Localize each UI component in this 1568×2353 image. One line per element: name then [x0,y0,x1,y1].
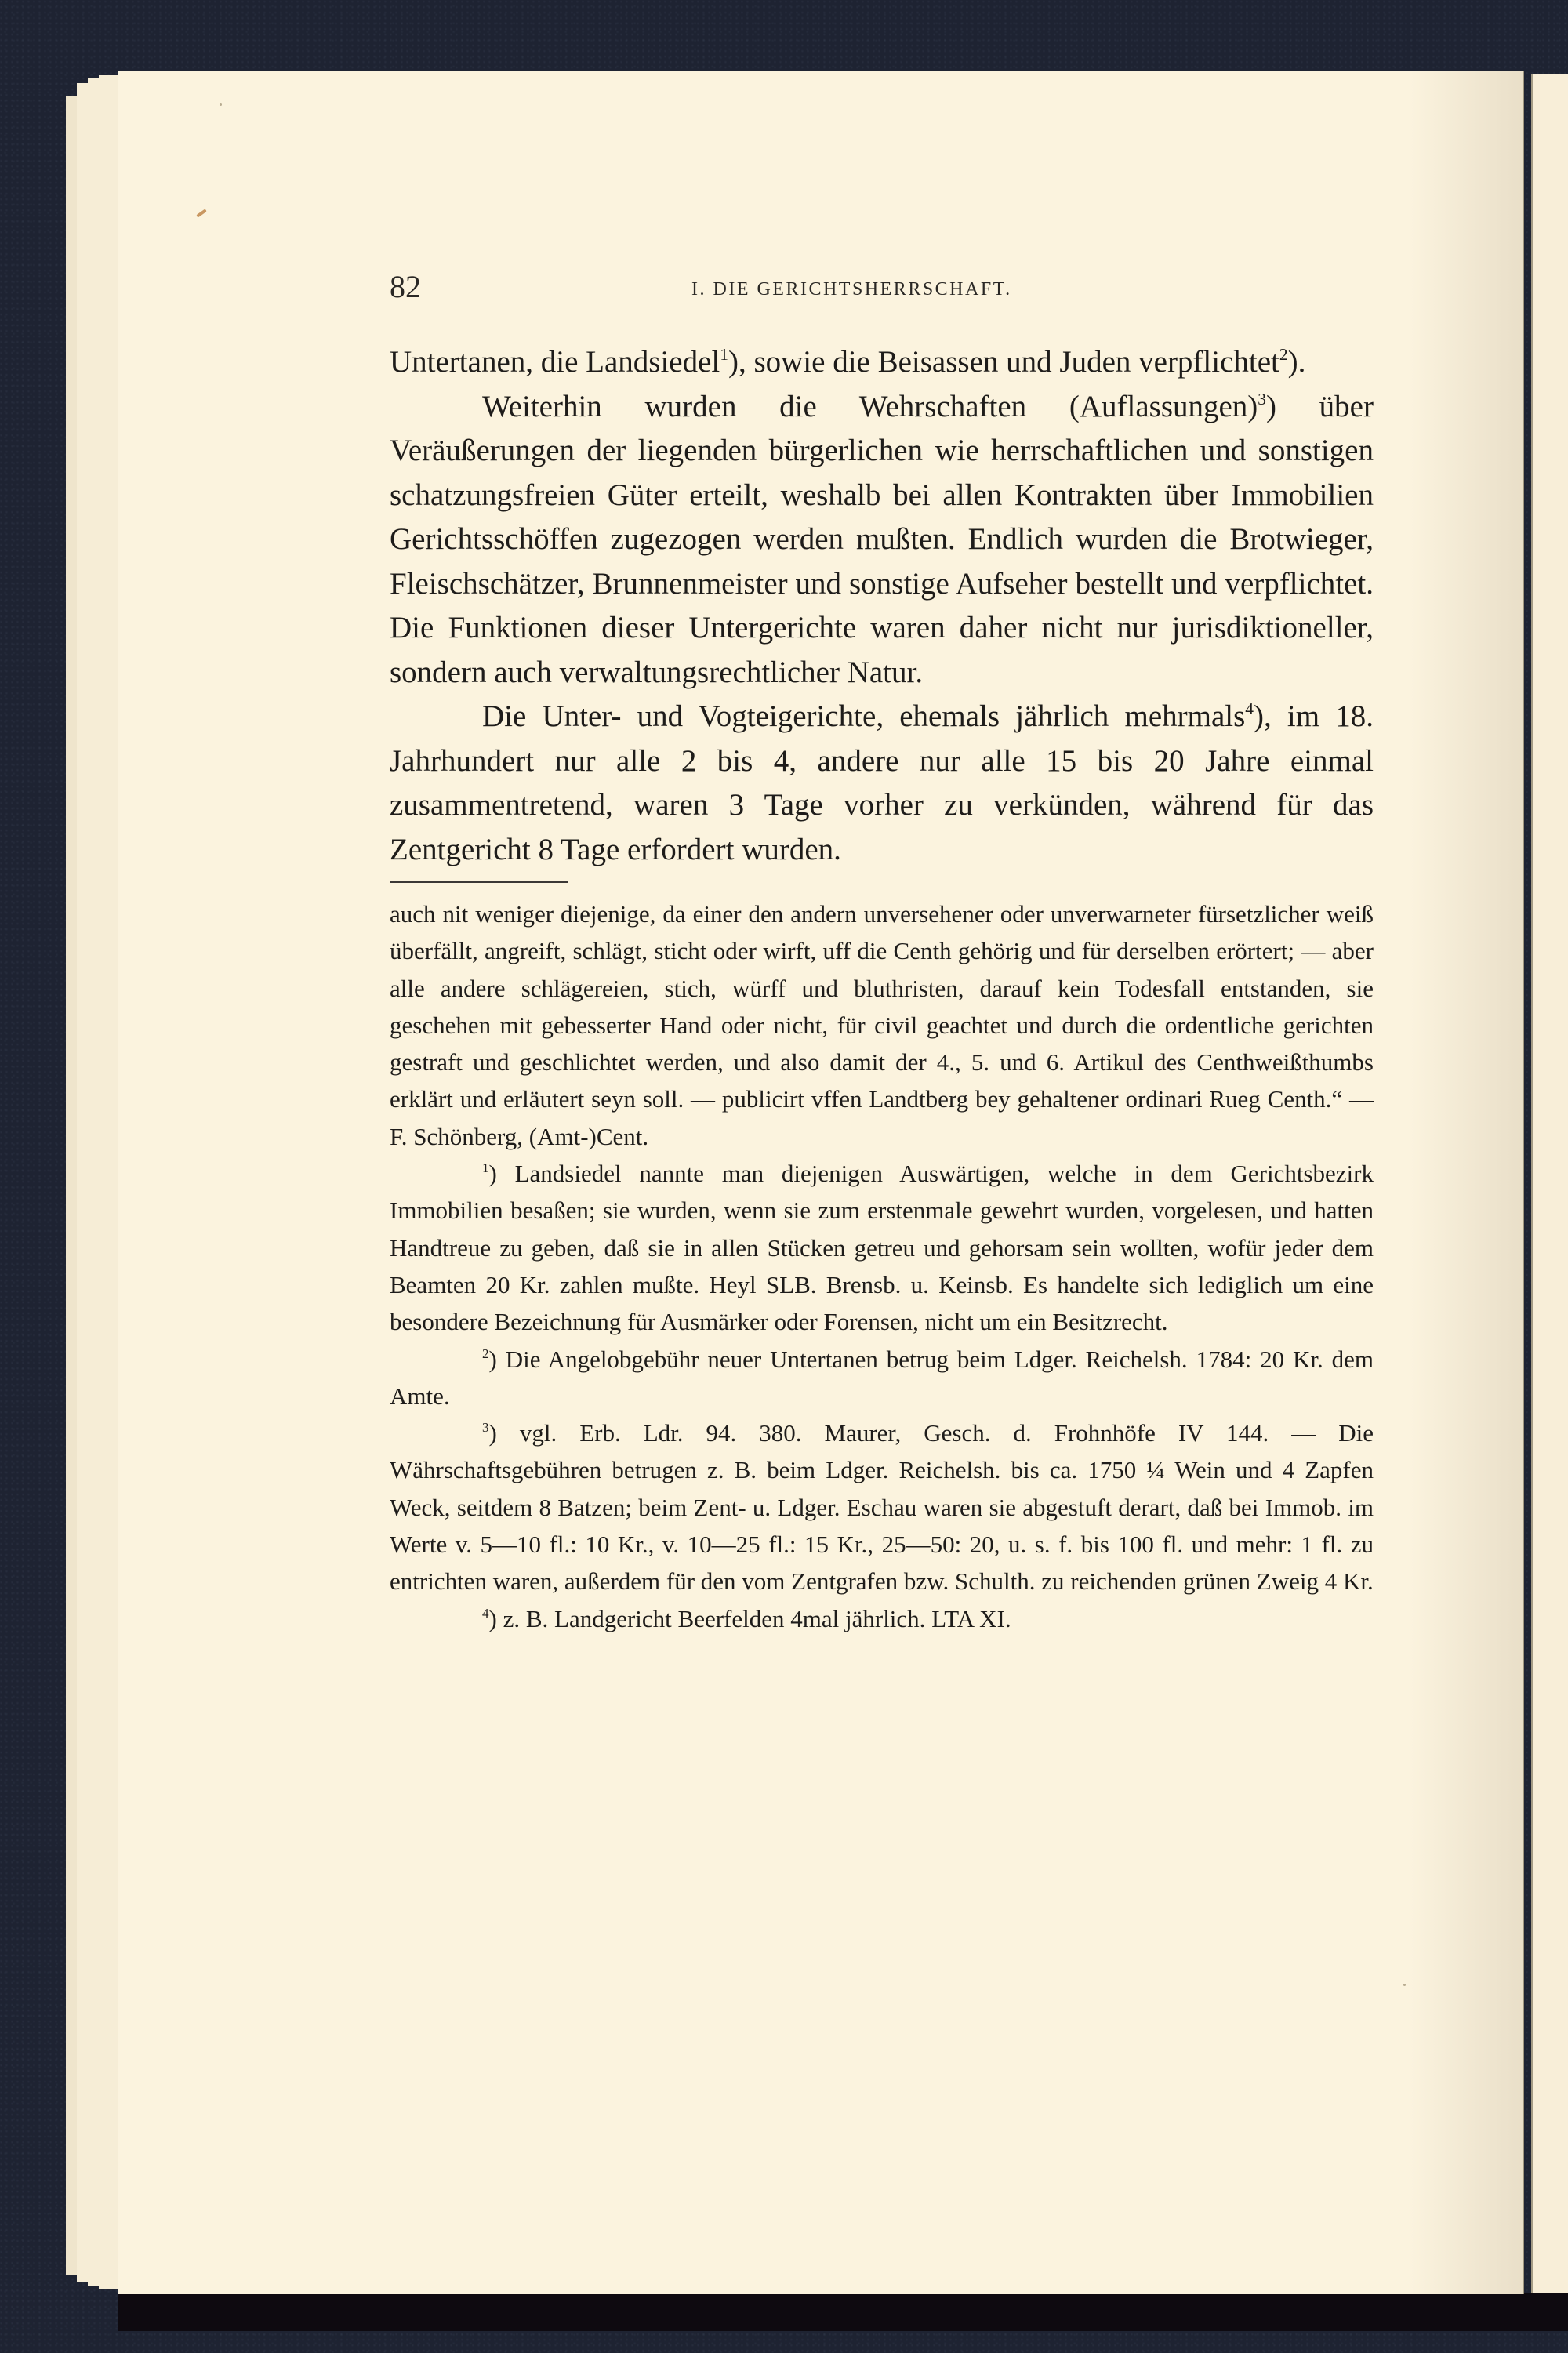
paper-speck [1403,1984,1406,1986]
paragraph: Weiterhin wurden die Wehrschaften (Auflassungen)$^3$) über Veräußerungen der liegenden bürgerlichen wie herrschaftlichen und sonstigen schatzungsfreien Güter erteilt, weshalb bei allen Kontrakten über Immobilien Gerichtsschöffen zugezogen werden mußten. Endlich wurden die Brotwieger, Fleischschätzer, Brunnenmeister und sonstige Aufseher bestellt und verpflichtet. Die Funktionen dieser Untergerichte waren daher nicht nur jurisdiktioneller, sondern auch verwaltungsrechtlicher Natur. [390,389,1374,689]
paper-speck [220,103,222,106]
footnote-marker: 4 [482,1605,489,1621]
footnote-marker: 1 [482,1160,489,1176]
footnotes [390,895,1374,1637]
footnote-marker: 3 [482,1420,489,1436]
footnote-ref: 3 [1258,389,1267,409]
footnote-2: $^2$) Die Angelobgebühr neuer Untertanen betrug beim Ldger. Reichelsh. 1784: 20 Kr. dem Amte. [390,1345,1374,1410]
footnote-ref: 2 [1279,345,1288,364]
paragraph: Untertanen, die Landsiedel$^1$), sowie die Beisassen und Juden verpflichtet$^2$). [390,345,1306,379]
page-content [390,267,1374,1637]
page-number: 82 [390,269,421,304]
page-shadow [118,2293,1568,2331]
footnote-ref: 4 [1245,699,1254,718]
paragraph: Die Unter- und Vogteigerichte, ehemals jährlich mehrmals$^4$), im 18. Jahrhundert nur alle 2 bis 4, andere nur alle 15 bis 20 Jahre einmal zusammentretend, waren 3 Tage vorher zu verkünden, während für das Zentgericht 8 Tage erfordert wurden. [390,699,1374,866]
footnote-1: $^1$) Landsiedel nannte man diejenigen Auswärtigen, welche in dem Gerichtsbezirk Immobilien besaßen; sie wurden, wenn sie zum erstenmale gewehrt wurden, vorgelesen, und hatten Handtreue zu geben, daß sie in allen Stücken getreu und gehorsam sein wollten, wofür jeder dem Beamten 20 Kr. zahlen mußte. Heyl SLB. Brensb. u. Keinsb. Es handelte sich lediglich um eine besondere Bezeichnung für Ausmärker oder Forensen, nicht um ein Besitzrecht. [390,1160,1374,1336]
footnote-ref: 1 [720,345,728,364]
running-head: I. DIE GERICHTSHERRSCHAFT. [691,279,1012,300]
paper-blemish [196,209,207,217]
footnote-marker: 2 [482,1345,489,1361]
footnote-separator [390,881,568,883]
page-header [390,267,1374,307]
footnote-3: $^3$) vgl. Erb. Ldr. 94. 380. Maurer, Gesch. d. Frohnhöfe IV 144. — Die Währschaftsgebühren betrugen z. B. beim Ldger. Reichelsh. bis ca. 1750 ¼ Wein und 4 Zapfen Weck, seitdem 8 Batzen; beim Zent- u. Ldger. Eschau waren sie abgestuft derart, daß bei Immob. im Werte v. 5—10 fl.: 10 Kr., v. 10—25 fl.: 15 Kr., 25—50: 20, u. s. f. bis 100 fl. und mehr: 1 fl. zu entrichten waren, außerdem für den vom Zentgrafen bzw. Schulth. zu reichenden grünen Zweig 4 Kr. [390,1419,1374,1596]
footnote-4: $^4$) z. B. Landgericht Beerfelden 4mal jährlich. LTA XI. [482,1604,1011,1632]
facing-page-edge [1531,74,1568,2293]
footnote-continuation: auch nit weniger diejenige, da einer den andern unversehener oder unverwarneter fürsetzlicher weiß überfällt, angreift, schlägt, sticht oder wirft, uff die Centh gehörig und für derselben erörtert; — aber alle andere schlägereien, stich, würff und bluthristen, darauf kein Todesfall entstanden, sie geschehen mit gebesserter Hand oder nicht, für civil geachtet und durch die ordentliche gerichten gestraft und geschlichtet werden, und also damit der 4., 5. und 6. Artikul des Centhweißthumbs erklärt und erläutert seyn soll. — publicirt vffen Landtberg bey gehaltener ordinari Rueg Centh.“ — F. Schönberg, (Amt-)Cent. [390,900,1374,1150]
body-text [390,340,1374,872]
